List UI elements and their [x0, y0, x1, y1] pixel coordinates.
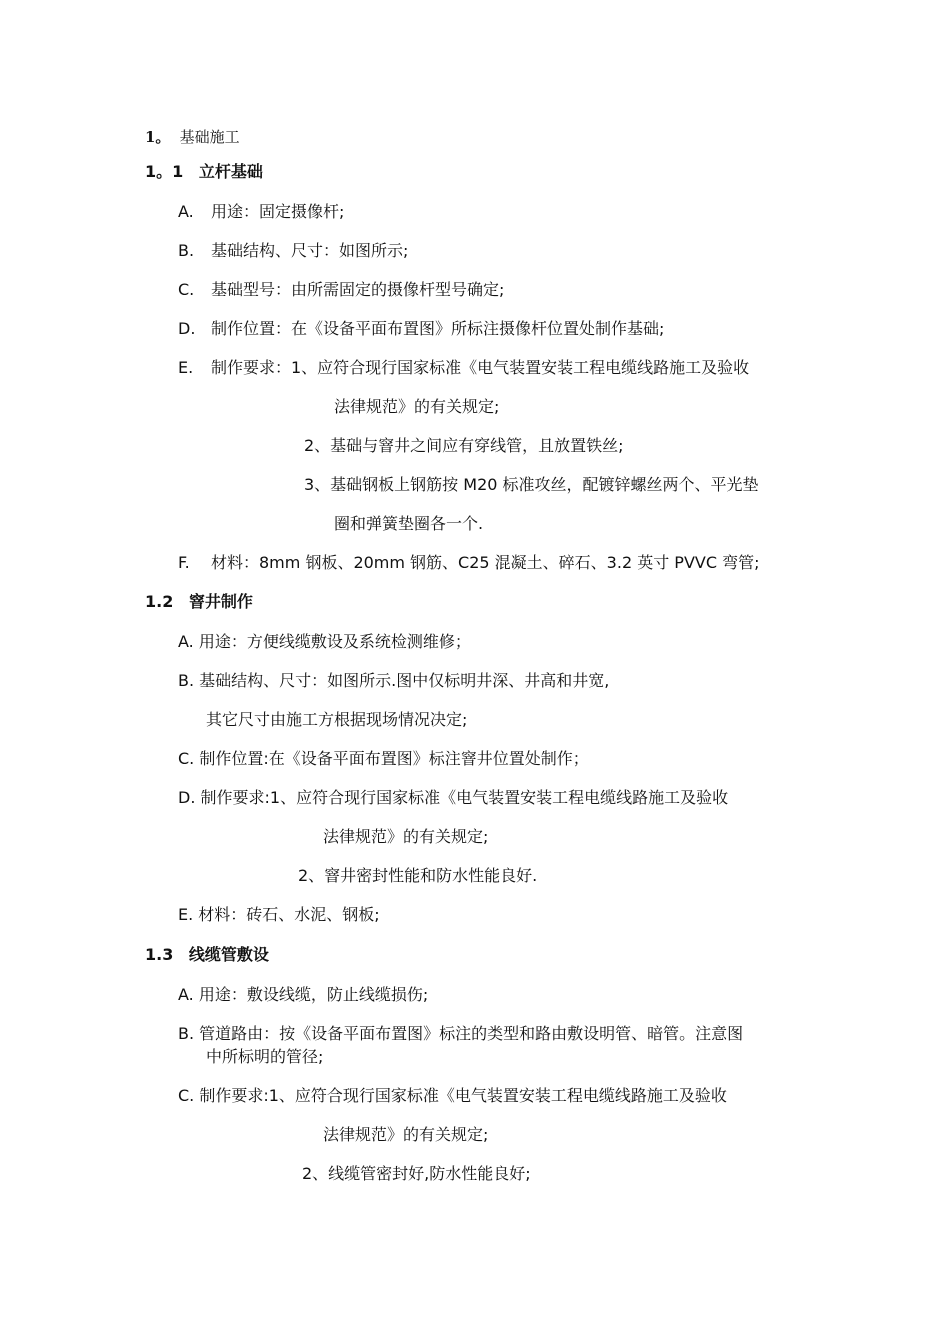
item-text: 用途：固定摄像杆;: [211, 202, 345, 221]
section-title: 基础施工: [179, 128, 240, 146]
list-item-continuation: 中所标明的管径;: [206, 1047, 324, 1066]
subsection-title: 线缆管敷设: [188, 945, 269, 964]
list-item-continuation: 法律规范》的有关规定;: [323, 827, 489, 846]
section-heading: [145, 127, 240, 147]
list-item: [178, 358, 749, 378]
list-item: B. 管道路由：按《设备平面布置图》标注的类型和路由敷设明管、暗管。注意图: [178, 1024, 744, 1043]
item-label: C.: [178, 280, 195, 299]
list-item-continuation: 3、基础钢板上钢筋按 M20 标准攻丝，配镀锌螺丝两个、平光垫: [304, 475, 759, 494]
subsection-heading-1-2: [145, 592, 253, 612]
item-label: D.: [178, 319, 196, 338]
item-text: 材料：8mm 钢板、20mm 钢筋、C25 混凝土、碎石、3.2 英寸 PVVC 弯管;: [211, 553, 760, 572]
list-item-continuation: 其它尺寸由施工方根据现场情况决定;: [206, 710, 468, 729]
item-label: E.: [178, 358, 194, 377]
list-item: B. 基础结构、尺寸：如图所示.图中仅标明井深、井高和井宽,: [178, 671, 610, 690]
list-item: [178, 202, 344, 222]
list-item-continuation: 2、窨井密封性能和防水性能良好.: [298, 866, 538, 885]
subsection-title: 立杆基础: [198, 162, 263, 181]
list-item-continuation: 法律规范》的有关规定;: [323, 1125, 489, 1144]
subsection-heading-1-3: [145, 945, 269, 965]
list-item-continuation: 法律规范》的有关规定;: [334, 397, 500, 416]
item-text: 制作要求：1、应符合现行国家标准《电气装置安装工程电缆线路施工及验收: [211, 358, 750, 377]
subsection-number: 1。1: [145, 162, 184, 181]
item-label: A.: [178, 202, 194, 221]
list-item-continuation: 2、基础与窨井之间应有穿线管，且放置铁丝;: [304, 436, 624, 455]
item-text: 基础结构、尺寸：如图所示;: [211, 241, 409, 260]
subsection-title: 窨井制作: [188, 592, 253, 611]
subsection-number: 1.2: [145, 592, 174, 611]
item-text: 基础型号：由所需固定的摄像杆型号确定;: [211, 280, 505, 299]
item-label: B.: [178, 241, 195, 260]
item-text: 制作位置：在《设备平面布置图》所标注摄像杆位置处制作基础;: [211, 319, 665, 338]
list-item: E. 材料：砖石、水泥、钢板;: [178, 905, 380, 924]
list-item: D. 制作要求:1、应符合现行国家标准《电气装置安装工程电缆线路施工及验收: [178, 788, 729, 807]
list-item: A. 用途：方便线缆敷设及系统检测维修；: [178, 632, 471, 651]
list-item-continuation: 2、线缆管密封好,防水性能良好;: [302, 1164, 531, 1183]
list-item: [178, 553, 759, 573]
list-item: [178, 280, 504, 300]
list-item: [178, 319, 664, 339]
list-item: [178, 241, 408, 261]
list-item: C. 制作位置:在《设备平面布置图》标注窨井位置处制作；: [178, 749, 589, 768]
subsection-number: 1.3: [145, 945, 174, 964]
list-item: C. 制作要求:1、应符合现行国家标准《电气装置安装工程电缆线路施工及验收: [178, 1086, 727, 1105]
subsection-heading-1-1: [145, 162, 263, 182]
section-number: 1。: [145, 128, 171, 146]
list-item: A. 用途：敷设线缆，防止线缆损伤;: [178, 985, 429, 1004]
list-item-continuation: 圈和弹簧垫圈各一个.: [334, 514, 484, 533]
item-label: F.: [178, 553, 190, 572]
